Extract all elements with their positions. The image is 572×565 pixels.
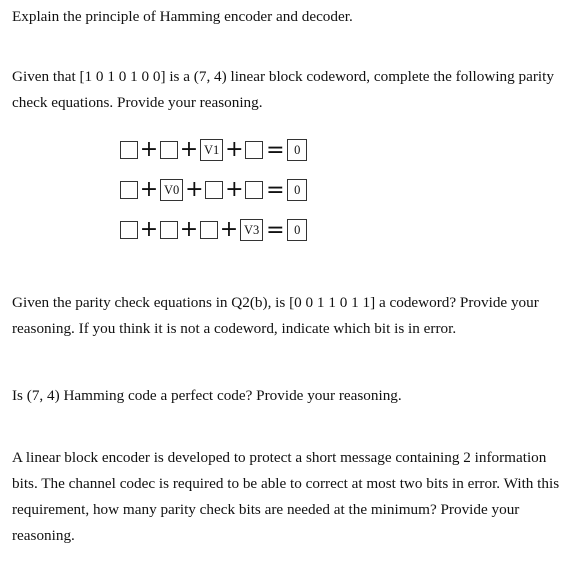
equals-sign: = — [266, 137, 285, 163]
question-parity-bits-minimum: A linear block encoder is developed to protect a short message containing 2 information bits. The channel codec is required to be able to correct at most two bits in error. With this requirement, how many parity check bits are needed at the minimum? Provide your reasoning. — [12, 449, 560, 544]
plus-sign: + — [179, 217, 199, 242]
equation-row-1 — [120, 138, 420, 162]
plus-sign: + — [225, 177, 244, 202]
plus-sign: + — [139, 217, 159, 242]
answer-box[interactable] — [120, 141, 138, 159]
plus-sign: + — [179, 137, 199, 162]
answer-box[interactable] — [160, 141, 178, 159]
plus-sign: + — [139, 177, 159, 202]
equation-row-3 — [120, 218, 420, 242]
bit-label: V1 — [200, 139, 223, 161]
answer-box[interactable] — [245, 181, 263, 199]
question-hamming-principle: Explain the principle of Hamming encoder and decoder. — [12, 8, 353, 25]
bit-label: V0 — [160, 179, 183, 201]
parity-check-equations — [120, 138, 420, 258]
plus-sign: + — [225, 137, 244, 162]
result-value: 0 — [287, 219, 307, 241]
plus-sign: + — [185, 177, 204, 202]
result-value: 0 — [287, 139, 307, 161]
result-value: 0 — [287, 179, 307, 201]
equation-row-2 — [120, 178, 420, 202]
plus-sign: + — [139, 137, 159, 162]
answer-box[interactable] — [200, 221, 218, 239]
plus-sign: + — [219, 217, 239, 242]
question-parity-equations: Given that [1 0 1 0 1 0 0] is a (7, 4) linear block codeword, complete the following parity check equations. Provide your reasoning. — [12, 68, 554, 111]
equals-sign: = — [266, 217, 285, 243]
answer-box[interactable] — [245, 141, 263, 159]
bit-label: V3 — [240, 219, 263, 241]
answer-box[interactable] — [120, 221, 138, 239]
answer-box[interactable] — [120, 181, 138, 199]
answer-box[interactable] — [205, 181, 223, 199]
equals-sign: = — [266, 177, 285, 203]
question-codeword-check: Given the parity check equations in Q2(b), is [0 0 1 1 0 1 1] a codeword? Provide your reasoning. If you think it is not a codeword, indicate which bit is in error. — [12, 294, 539, 337]
question-perfect-code: Is (7, 4) Hamming code a perfect code? Provide your reasoning. — [12, 387, 402, 404]
answer-box[interactable] — [160, 221, 178, 239]
